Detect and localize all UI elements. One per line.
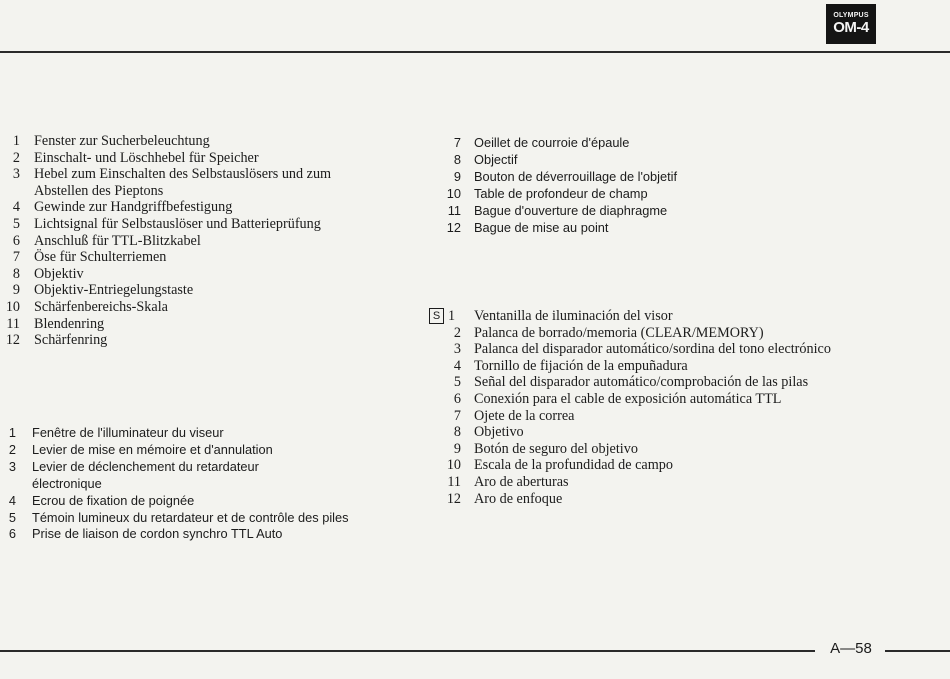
list-item bbox=[430, 152, 830, 169]
french-parts-list-right bbox=[430, 135, 830, 236]
list-item bbox=[430, 391, 874, 408]
item-number: 1 bbox=[12, 133, 20, 149]
item-text: Anschluß für TTL-Blitzkabel bbox=[34, 232, 201, 249]
item-number: 9 bbox=[453, 168, 461, 184]
item-text: Fenêtre de l'illuminateur du viseur bbox=[32, 425, 224, 440]
list-item bbox=[0, 425, 420, 442]
list-item bbox=[0, 249, 400, 266]
list-item bbox=[430, 203, 830, 220]
bottom-rule-left bbox=[0, 650, 815, 652]
item-text: Objetivo bbox=[474, 424, 524, 441]
item-text: Hebel zum Einschalten des Selbstauslösers und zum Abstellen des Pieptons bbox=[34, 166, 332, 199]
item-number: 5 bbox=[453, 374, 461, 391]
list-item bbox=[0, 510, 382, 527]
list-item bbox=[430, 325, 840, 342]
list-item bbox=[430, 474, 840, 491]
item-number: 8 bbox=[12, 265, 20, 282]
item-number: 1 bbox=[448, 308, 456, 324]
list-item bbox=[0, 526, 420, 543]
item-text: Palanca de borrado/memoria (CLEAR/MEMORY) bbox=[474, 324, 764, 341]
item-text: Señal del disparador automático/comprobación de las pilas bbox=[474, 374, 809, 391]
list-item bbox=[0, 266, 400, 283]
list-item bbox=[0, 133, 400, 150]
item-text: Oeillet de courroie d'épaule bbox=[474, 135, 630, 150]
item-number: 4 bbox=[12, 199, 20, 216]
item-text: Aro de enfoque bbox=[474, 490, 563, 507]
list-item bbox=[430, 358, 840, 375]
item-number: 11 bbox=[447, 473, 461, 490]
item-number: 9 bbox=[12, 282, 20, 299]
item-number: 2 bbox=[453, 324, 461, 341]
item-text: Levier de mise en mémoire et d'annulation bbox=[32, 441, 273, 457]
item-text: Palanca del disparador automático/sordina del tono electrónico bbox=[474, 341, 831, 358]
item-text: Bouton de déverrouillage de l'objetif bbox=[474, 168, 678, 184]
item-text: Table de profondeur de champ bbox=[474, 185, 648, 201]
list-item bbox=[430, 220, 830, 237]
item-number: 5 bbox=[12, 215, 20, 232]
item-text: Objektiv-Entriegelungstaste bbox=[34, 282, 194, 299]
item-number: 7 bbox=[453, 135, 461, 150]
brand-logo bbox=[826, 4, 876, 44]
item-text: Tornillo de fijación de la empuñadura bbox=[474, 357, 688, 374]
item-number: 6 bbox=[8, 526, 16, 542]
item-number: 5 bbox=[8, 509, 16, 525]
list-item bbox=[430, 169, 830, 186]
item-number: 6 bbox=[453, 390, 461, 407]
item-text: Aro de aberturas bbox=[474, 473, 569, 490]
item-number: 4 bbox=[8, 492, 16, 508]
item-text: Gewinde zur Handgriffbefestigung bbox=[34, 199, 233, 216]
language-code-badge: S bbox=[429, 308, 444, 324]
german-parts-list bbox=[0, 133, 400, 349]
brand-top-text: OLYMPUS bbox=[833, 12, 869, 19]
item-text: Ecrou de fixation de poignée bbox=[32, 492, 195, 508]
list-item bbox=[0, 233, 400, 250]
item-text: Schärfenring bbox=[34, 332, 108, 349]
item-text: Escala de la profundidad de campo bbox=[474, 457, 673, 474]
list-item bbox=[0, 166, 334, 199]
item-number: 12 bbox=[5, 332, 20, 349]
list-item bbox=[0, 332, 400, 349]
item-number: 4 bbox=[453, 357, 461, 374]
item-number: 10 bbox=[5, 298, 20, 315]
item-number: 3 bbox=[8, 458, 16, 474]
item-number: 3 bbox=[12, 166, 20, 183]
item-number: 9 bbox=[453, 440, 461, 457]
list-item bbox=[0, 299, 400, 316]
list-item bbox=[0, 150, 400, 167]
item-number: 3 bbox=[453, 341, 461, 358]
list-item bbox=[0, 493, 420, 510]
list-item bbox=[0, 316, 400, 333]
item-number: 12 bbox=[446, 490, 461, 507]
list-item bbox=[430, 374, 874, 391]
list-item bbox=[0, 216, 400, 233]
item-number: 7 bbox=[453, 407, 461, 424]
item-text: Prise de liaison de cordon synchro TTL Auto bbox=[32, 526, 283, 542]
item-text: Ventanilla de iluminación del visor bbox=[474, 308, 673, 324]
item-text: Schärfenbereichs-Skala bbox=[34, 298, 168, 315]
item-text: Ojete de la correa bbox=[474, 407, 575, 424]
item-number: 7 bbox=[12, 249, 20, 266]
item-text: Blendenring bbox=[34, 315, 105, 332]
item-number: 2 bbox=[8, 441, 16, 457]
list-item bbox=[0, 199, 400, 216]
list-item bbox=[430, 491, 840, 508]
page-number: A—58 bbox=[818, 639, 884, 659]
item-text: Bague de mise au point bbox=[474, 219, 609, 235]
list-item bbox=[430, 186, 830, 203]
item-number: 12 bbox=[446, 219, 461, 235]
item-text: Objektiv bbox=[34, 265, 84, 282]
top-rule bbox=[0, 51, 950, 53]
item-text: Objectif bbox=[474, 151, 518, 167]
french-parts-list-left bbox=[0, 425, 420, 543]
item-text: Lichtsignal für Selbstauslöser und Batterieprüfung bbox=[34, 215, 321, 232]
item-number: 2 bbox=[12, 149, 20, 166]
list-item bbox=[0, 282, 400, 299]
item-text: Bague d'ouverture de diaphragme bbox=[474, 202, 668, 218]
bottom-rule-right bbox=[885, 650, 950, 652]
list-item bbox=[430, 341, 854, 358]
item-number: 10 bbox=[446, 457, 461, 474]
list-item bbox=[0, 459, 332, 493]
brand-model-text: OM-4 bbox=[833, 19, 869, 36]
item-text: Témoin lumineux du retardateur et de contrôle des piles bbox=[32, 509, 349, 525]
list-item bbox=[430, 308, 840, 325]
spanish-parts-list bbox=[430, 308, 840, 507]
list-item bbox=[430, 457, 840, 474]
list-item bbox=[430, 441, 840, 458]
item-text: Levier de déclenchement du retardateur électronique bbox=[32, 458, 259, 491]
item-number: 8 bbox=[453, 424, 461, 441]
item-number: 8 bbox=[453, 151, 461, 167]
item-text: Conexión para el cable de exposición automática TTL bbox=[474, 390, 782, 407]
item-text: Botón de seguro del objetivo bbox=[474, 440, 638, 457]
item-text: Fenster zur Sucherbeleuchtung bbox=[34, 133, 210, 149]
list-item bbox=[0, 442, 420, 459]
list-item bbox=[430, 424, 840, 441]
list-item bbox=[430, 408, 840, 425]
item-number: 10 bbox=[446, 185, 461, 201]
item-text: Öse für Schulterriemen bbox=[34, 249, 167, 266]
list-item bbox=[430, 135, 830, 152]
item-number: 11 bbox=[447, 202, 461, 218]
item-number: 6 bbox=[12, 232, 20, 249]
item-number: 1 bbox=[8, 425, 16, 440]
item-text: Einschalt- und Löschhebel für Speicher bbox=[34, 149, 259, 166]
item-number: 11 bbox=[6, 315, 20, 332]
